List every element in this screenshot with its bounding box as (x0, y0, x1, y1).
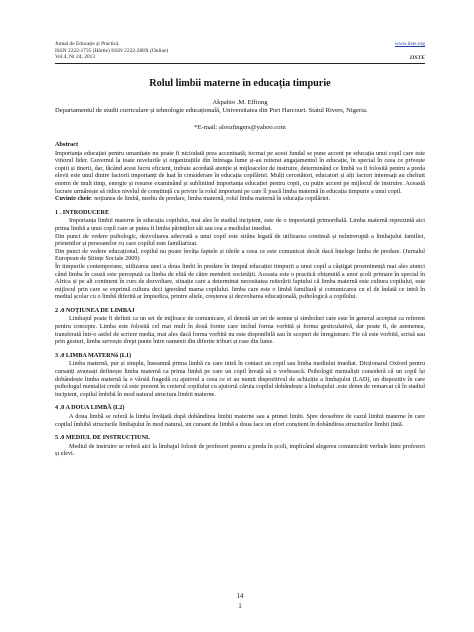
paper-author: Akpabio .M. Effiong (212, 99, 268, 106)
journal-links (395, 41, 425, 61)
paragraph: Mediul de instruire se referă aici la limbajul folosit de profesori pentru a preda în școli, implicând alegerea comunicării verbale între profesori și elevi. (55, 442, 425, 458)
section-heading: 5 .0 MEDIUL DE INSTRUCȚIUNI. (55, 434, 150, 442)
paragraph: În timpurile contemporane, utilizarea unei a doua limbi în predare în timpul educației timpurii a unui copil a câștigat proeminență mai ales atunci când limba în cauză este percepută ca limba de elită de către membrii societății. Aceasta este o practică obișnuită a unor școli primare în special în Africa și pe alt continent în curs de dezvoltare, situație care a determinat necesitatea reiterării faptului că limba maternă este cultura copilului, este mijlocul prin care se exprimă cultura deci ignorând mama copilului. limba care este o limbă familiară și comunicarea cu el de îndată ce intră în mediul școlar cu o limbă diferită ar împiedica, printre altele, creșterea și dezvoltarea educațională, psihologică a copilului. (55, 262, 425, 301)
paper-title: Rolul limbii materne în educația timpurie (149, 78, 331, 89)
section-4 (55, 404, 425, 428)
paragraph: Din punct de vedere psihologic, dezvoltarea adecvată a unui copil este strâns legată de utilizarea continuă și neîntreruptă a limbajului familiei, prietenilor și persoanelor cu care copilul este familiarizat. (55, 232, 425, 248)
page-footer (55, 591, 425, 611)
section-heading: 3 .0 LIMBA MATERNă (L1) (55, 351, 132, 359)
section-5 (55, 434, 425, 458)
header-divider (55, 63, 425, 64)
abstract-heading: Abstract (55, 141, 79, 148)
section-1 (55, 209, 425, 301)
paper-body (55, 141, 425, 458)
paragraph: A doua limbă se referă la limba învățată după dobândirea limbii materne sau a primei limbi. Spre deosebire de cazul limbii materne în care copilul îmbibă structurile limbajului în mod natural, un cursant de limbă a doua face un efort conștient în dobândirea structurilor limbii țintă. (55, 413, 425, 428)
sheet-number: 1 (238, 602, 242, 610)
author-email: *E-mail: alorafingers@yahoo.com (194, 124, 286, 131)
section-heading: 4 .0 A DOUA LIMBĂ (L2) (55, 404, 125, 412)
section-heading: 2 .0 NOȚIUNEA DE LIMBAJ (55, 306, 135, 314)
journal-issn: ISSN 2222-1735 (Hârtie) ISSN 2222-288X (Online) (55, 47, 169, 54)
paragraph: Limba maternă, pur și simplu, înseamnă prima limbă cu care intră în contact un copil sau limba mediului imediat. Dicționarul Oxford pentru cursanți avansați definește limba maternă ca prima limbă pe care un copil învață să o vorbească. Psihologii mentaliști consideră că un copil își dobândește limba maternă la o vârstă fragedă cu ajutorul a ceea ce ei au numit dispozitivul de achiziție a limbajului (LAD), un dispozitiv în care psihologul mentalist crede că este prezent în creierul copilului cu ajutorul căruia copilul dobândește a limbajului .este demn de remarcat că în stadiul incipient, copilul îmbibă în mod natural structura limbii materne. (55, 360, 425, 398)
keywords-text: : noțiunea de limbă, mediu de predare, limba maternă, rolul limba maternă în educația copilăriei. (90, 195, 331, 203)
journal-volume: Vol.4, Nr 24, 2013 (55, 54, 96, 61)
section-3 (55, 352, 425, 399)
journal-url-link[interactable]: www.iiste.org (394, 41, 425, 47)
section-heading: 1 . INTRODUCERE (55, 208, 110, 216)
keywords-line (55, 195, 425, 203)
paragraph: Importanța limbii materne în educația copilului, mai ales în stadiul incipient, este de o importanță primordială. Limba maternă reprezintă aici prima limbă a unui copil care ar putea fi limba părinților săi sau cea a mediului imediat. (55, 217, 425, 232)
iiste-logo: IISTE (409, 54, 425, 61)
journal-header (55, 41, 425, 61)
paragraph: Limbajul poate fi definit ca un set de mijloace de comunicare, el denotă un set de semne și simboluri care este în general acceptat ca referent pentru concepte. Limba este folosită cel mai mult în două forme care includ forma vorbită și forma gesticulativă, dar poate fi, de asemenea, transferată într-o astfel de scriere media, mai ales dacă forma vorbită nu este disponibilă sau în scopuri de înregistrare. Fie că este vorbită, scrisă sau prin gesturi, limba servește drept punte între oamenii din diferite triburi și rase din lume. (55, 315, 425, 346)
abstract-text: Importanța educației pentru umanitate nu poate fi niciodată prea accentuată; tocmai pe acest fundal se pune accent pe educația unui copil care este viitorul lider. Guvernul la toate nivelurile și organizațiile din întreaga lume și-au reiterat angajamentul în educație, în special în ceea ce privește copiii și tinerii, dar, făcând acest lucru eficient, trebuie acordată atenție și mijloacelor de instruire, determinând ce limbă va fi folosită pentru a preda elevii este unul dintre factorii importanți de luat în considerare în educația copilăriei. Mulți cercetători, educatori și alți factori interesați au cheltuit enorm de mult timp, energie și resurse examinând și subliniind importanța educației pentru copii, cu puțin accent pe mijlocul de instruire. Această lucrare urmărește să ridice nivelul de conștiință cu privire la rolul important pe care îl joacă limba maternă în educația timpurie a unui copil. (55, 149, 425, 195)
keywords-label: Cuvinte cheie (55, 195, 91, 203)
journal-name: Jurnal de Educație și Practică (55, 41, 119, 47)
paragraph: Din punct de vedere educațional, copilul nu poate învăța faptele și ideile a ceea ce este comunicat decât dacă înțelege limba de predare. (Jurnalul European de Științe Sociale 2009) (55, 247, 425, 263)
section-2 (55, 307, 425, 346)
page-number: 14 (236, 592, 244, 600)
author-affiliation: Departamentul de studii curriculare și tehnologie educațională, Universitatea din Port Harcourt. Statul Rivers, Nigeria. (55, 107, 368, 114)
